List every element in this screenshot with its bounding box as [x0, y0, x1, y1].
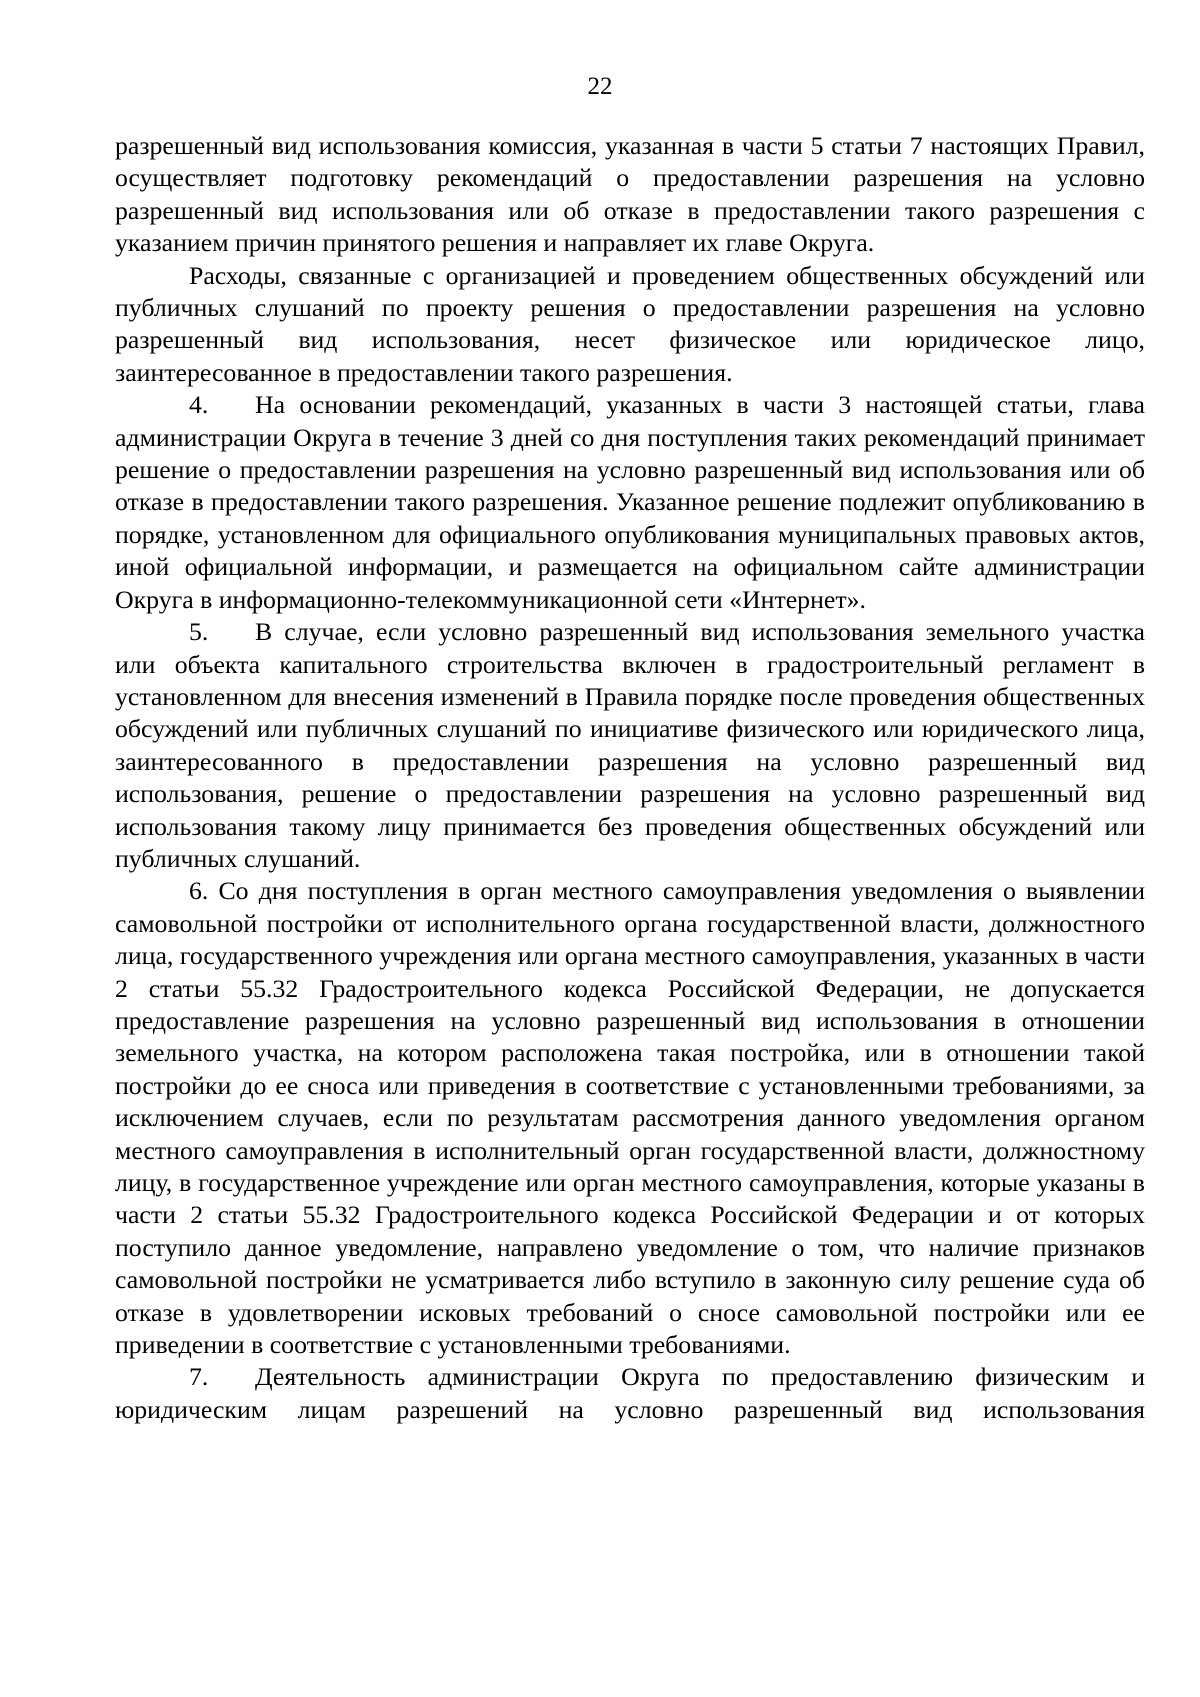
paragraph-number: 5. — [189, 617, 209, 647]
paragraph-continuation — [115, 130, 1145, 260]
paragraph-5 — [115, 616, 1145, 875]
paragraph-6 — [115, 875, 1145, 1361]
paragraph-expenses — [115, 260, 1145, 390]
document-body — [115, 130, 1145, 1426]
paragraph-text: На основании рекомендаций, указанных в части 3 настоящей статьи, глава администрации Округа в течение 3 дней со дня поступления таких рекомендаций принимает решение о предоставлении разрешения на условно разрешенный вид использования или об отказе в предоставлении такого разрешения. Указанное решение подлежит опубликованию в порядке, установленном для официального опубликования муниципальных правовых актов, иной официальной информации, и размещается на официальном сайте администрации Округа в информационно-телекоммуникационной сети «Интернет». — [115, 390, 1145, 614]
paragraph-number: 7. — [189, 1362, 209, 1392]
paragraph-text: 6. Со дня поступления в орган местного самоуправления уведомления о выявлении самовольной постройки от исполнительного органа государственной власти, должностного лица, государственного учреждения или органа местного самоуправления, указанных в части 2 статьи 55.32 Градостроительного кодекса Российской Федерации, не допускается предоставление разрешения на условно разрешенный вид использования в отношении земельного участка, на котором расположена такая постройка, или в отношении такой постройки до ее сноса или приведения в соответствие с установленными требованиями, за исключением случаев, если по результатам рассмотрения данного уведомления органом местного самоуправления в исполнительный орган государственной власти, должностному лицу, в государственное учреждение или орган местного самоуправления, которые указаны в части 2 статьи 55.32 Градостроительного кодекса Российской Федерации и от которых поступило данное уведомление, направлено уведомление о том, что наличие признаков самовольной постройки не усматривается либо вступило в законную силу решение суда об отказе в удовлетворении исковых требований о сносе самовольной постройки или ее приведении в соответствие с установленными требованиями. — [115, 876, 1145, 1360]
paragraph-text: В случае, если условно разрешенный вид использования земельного участка или объекта капитального строительства включен в градостроительный регламент в установленном для внесения изменений в Правила порядке после проведения общественных обсуждений или публичных слушаний по инициативе физического или юридического лица, заинтересованного в предоставлении разрешения на условно разрешенный вид использования, решение о предоставлении разрешения на условно разрешенный вид использования такому лицу принимается без проведения общественных обсуждений или публичных слушаний. — [115, 617, 1145, 873]
page-number: 22 — [587, 73, 613, 100]
paragraph-7 — [115, 1361, 1145, 1426]
paragraph-text: Расходы, связанные с организацией и проведением общественных обсуждений или публичных слушаний по проекту решения о предоставлении разрешения на условно разрешенный вид использования, несет физическое или юридическое лицо, заинтересованное в предоставлении такого разрешения. — [115, 260, 1145, 387]
paragraph-number: 4. — [189, 390, 209, 420]
paragraph-text: разрешенный вид использования комиссия, указанная в части 5 статьи 7 настоящих Правил, осуществляет подготовку рекомендаций о предоставлении разрешения на условно разрешенный вид использования или об отказе в предоставлении такого разрешения с указанием причин принятого решения и направляет их главе Округа. — [115, 131, 1145, 258]
paragraph-text: Деятельность администрации Округа по предоставлению физическим и юридическим лицам разрешений на условно разрешенный вид использования — [115, 1362, 1145, 1424]
paragraph-4 — [115, 389, 1145, 616]
